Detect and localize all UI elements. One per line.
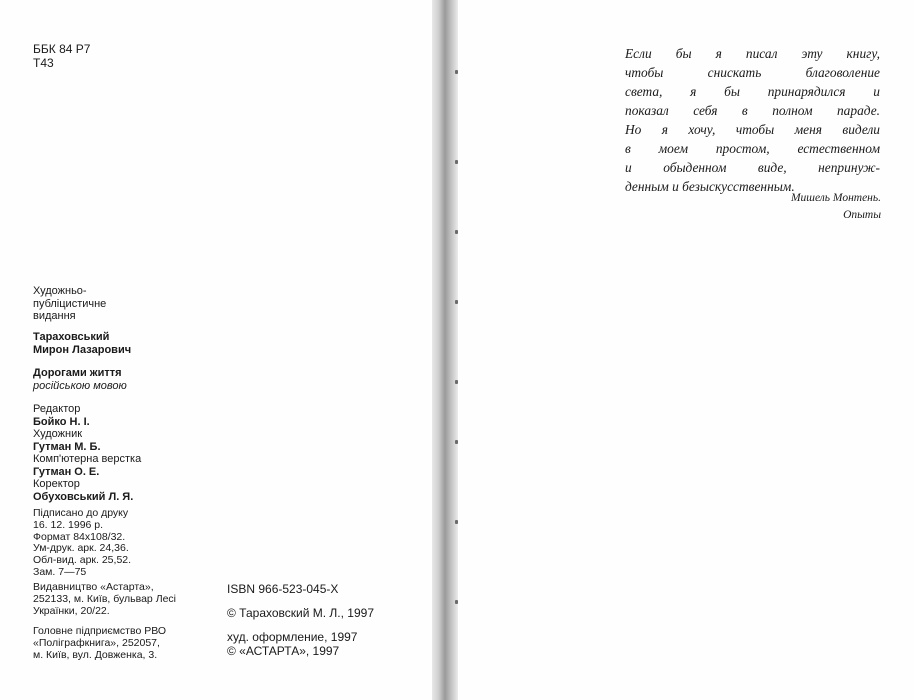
genre-line: публіцистичне [33,297,107,310]
publisher-line: Видавництво «Астарта», [33,581,154,593]
credit-name: Гутман О. Е. [33,465,100,478]
design-line: худ. оформление, 1997 [227,630,358,644]
book-title: Дорогами життя [33,367,122,379]
epigraph [625,44,880,196]
epigraph-line: показал себя в полном параде. [625,103,880,118]
credit-name: Бойко Н. І. [33,415,90,428]
print-info-line: Обл-вид. арк. 25,52. [33,554,132,567]
binding-hole [455,300,458,304]
credit-role: Художник [33,428,83,440]
binding-hole [455,520,458,524]
title-block [33,367,127,392]
catalog-index: Т43 [33,56,54,70]
bbk-line: ББК 84 Р7 [33,42,91,56]
epigraph-attribution [791,190,881,224]
credit-name: Обуховський Л. Я. [33,490,134,503]
binding-hole [455,600,458,604]
printer-line: «Поліграфкнига», 252057, [33,636,160,649]
epigraph-line: Если бы я писал эту книгу, [625,46,880,61]
attribution-source: Опыты [843,209,881,221]
book-language: російською мовою [33,379,127,392]
binding-hole [455,70,458,74]
print-info-line: 16. 12. 1996 р. [33,518,104,531]
book-spine [432,0,458,700]
epigraph-line: и обыденном виде, непринуж- [625,160,880,175]
publisher-line: 252133, м. Київ, бульвар Лесі [33,592,177,605]
genre-line: видання [33,310,76,322]
epigraph-line: денным и безыскусственным. [625,179,795,194]
binding-hole [455,440,458,444]
classification-code [33,42,90,70]
author-surname: Тараховський [33,331,110,343]
printer-line: Головне підприємство РВО [33,625,167,637]
isbn: ISBN 966-523-045-X [227,582,339,596]
copyright-author: © Тараховский М. Л., 1997 [227,606,374,620]
author-block [33,331,131,356]
publisher-block [33,582,176,617]
credit-role: Коректор [33,478,80,490]
print-info-line: Ум-друк. арк. 24,36. [33,542,129,555]
epigraph-line: чтобы снискать благоволение [625,65,880,80]
attribution-author: Мишель Монтень. [790,192,881,204]
credit-role: Редактор [33,403,81,415]
epigraph-line: в моем простом, естественном [625,141,880,156]
print-info-line: Формат 84x108/32. [33,530,126,543]
epigraph-line: Но я хочу, чтобы меня видели [625,122,880,137]
binding-hole [455,230,458,234]
credit-name: Гутман М. Б. [33,440,101,453]
credits-block [33,403,141,503]
genre-line: Художньо- [33,285,87,297]
binding-hole [455,380,458,384]
credit-role: Комп'ютерна верстка [33,453,142,465]
author-given-names: Мирон Лазарович [33,343,132,356]
printer-block [33,626,166,661]
binding-hole [455,160,458,164]
printer-line: м. Київ, вул. Довженка, 3. [33,648,158,661]
publisher-copyright: © «АСТАРТА», 1997 [227,644,340,658]
epigraph-line: света, я бы принарядился и [625,84,880,99]
print-info-line: Зам. 7—75 [33,565,87,578]
print-info-block [33,508,131,579]
design-copyright-block [227,630,357,658]
publisher-line: Українки, 20/22. [33,604,110,617]
print-info-line: Підписано до друку [33,507,129,519]
genre-block [33,285,106,323]
